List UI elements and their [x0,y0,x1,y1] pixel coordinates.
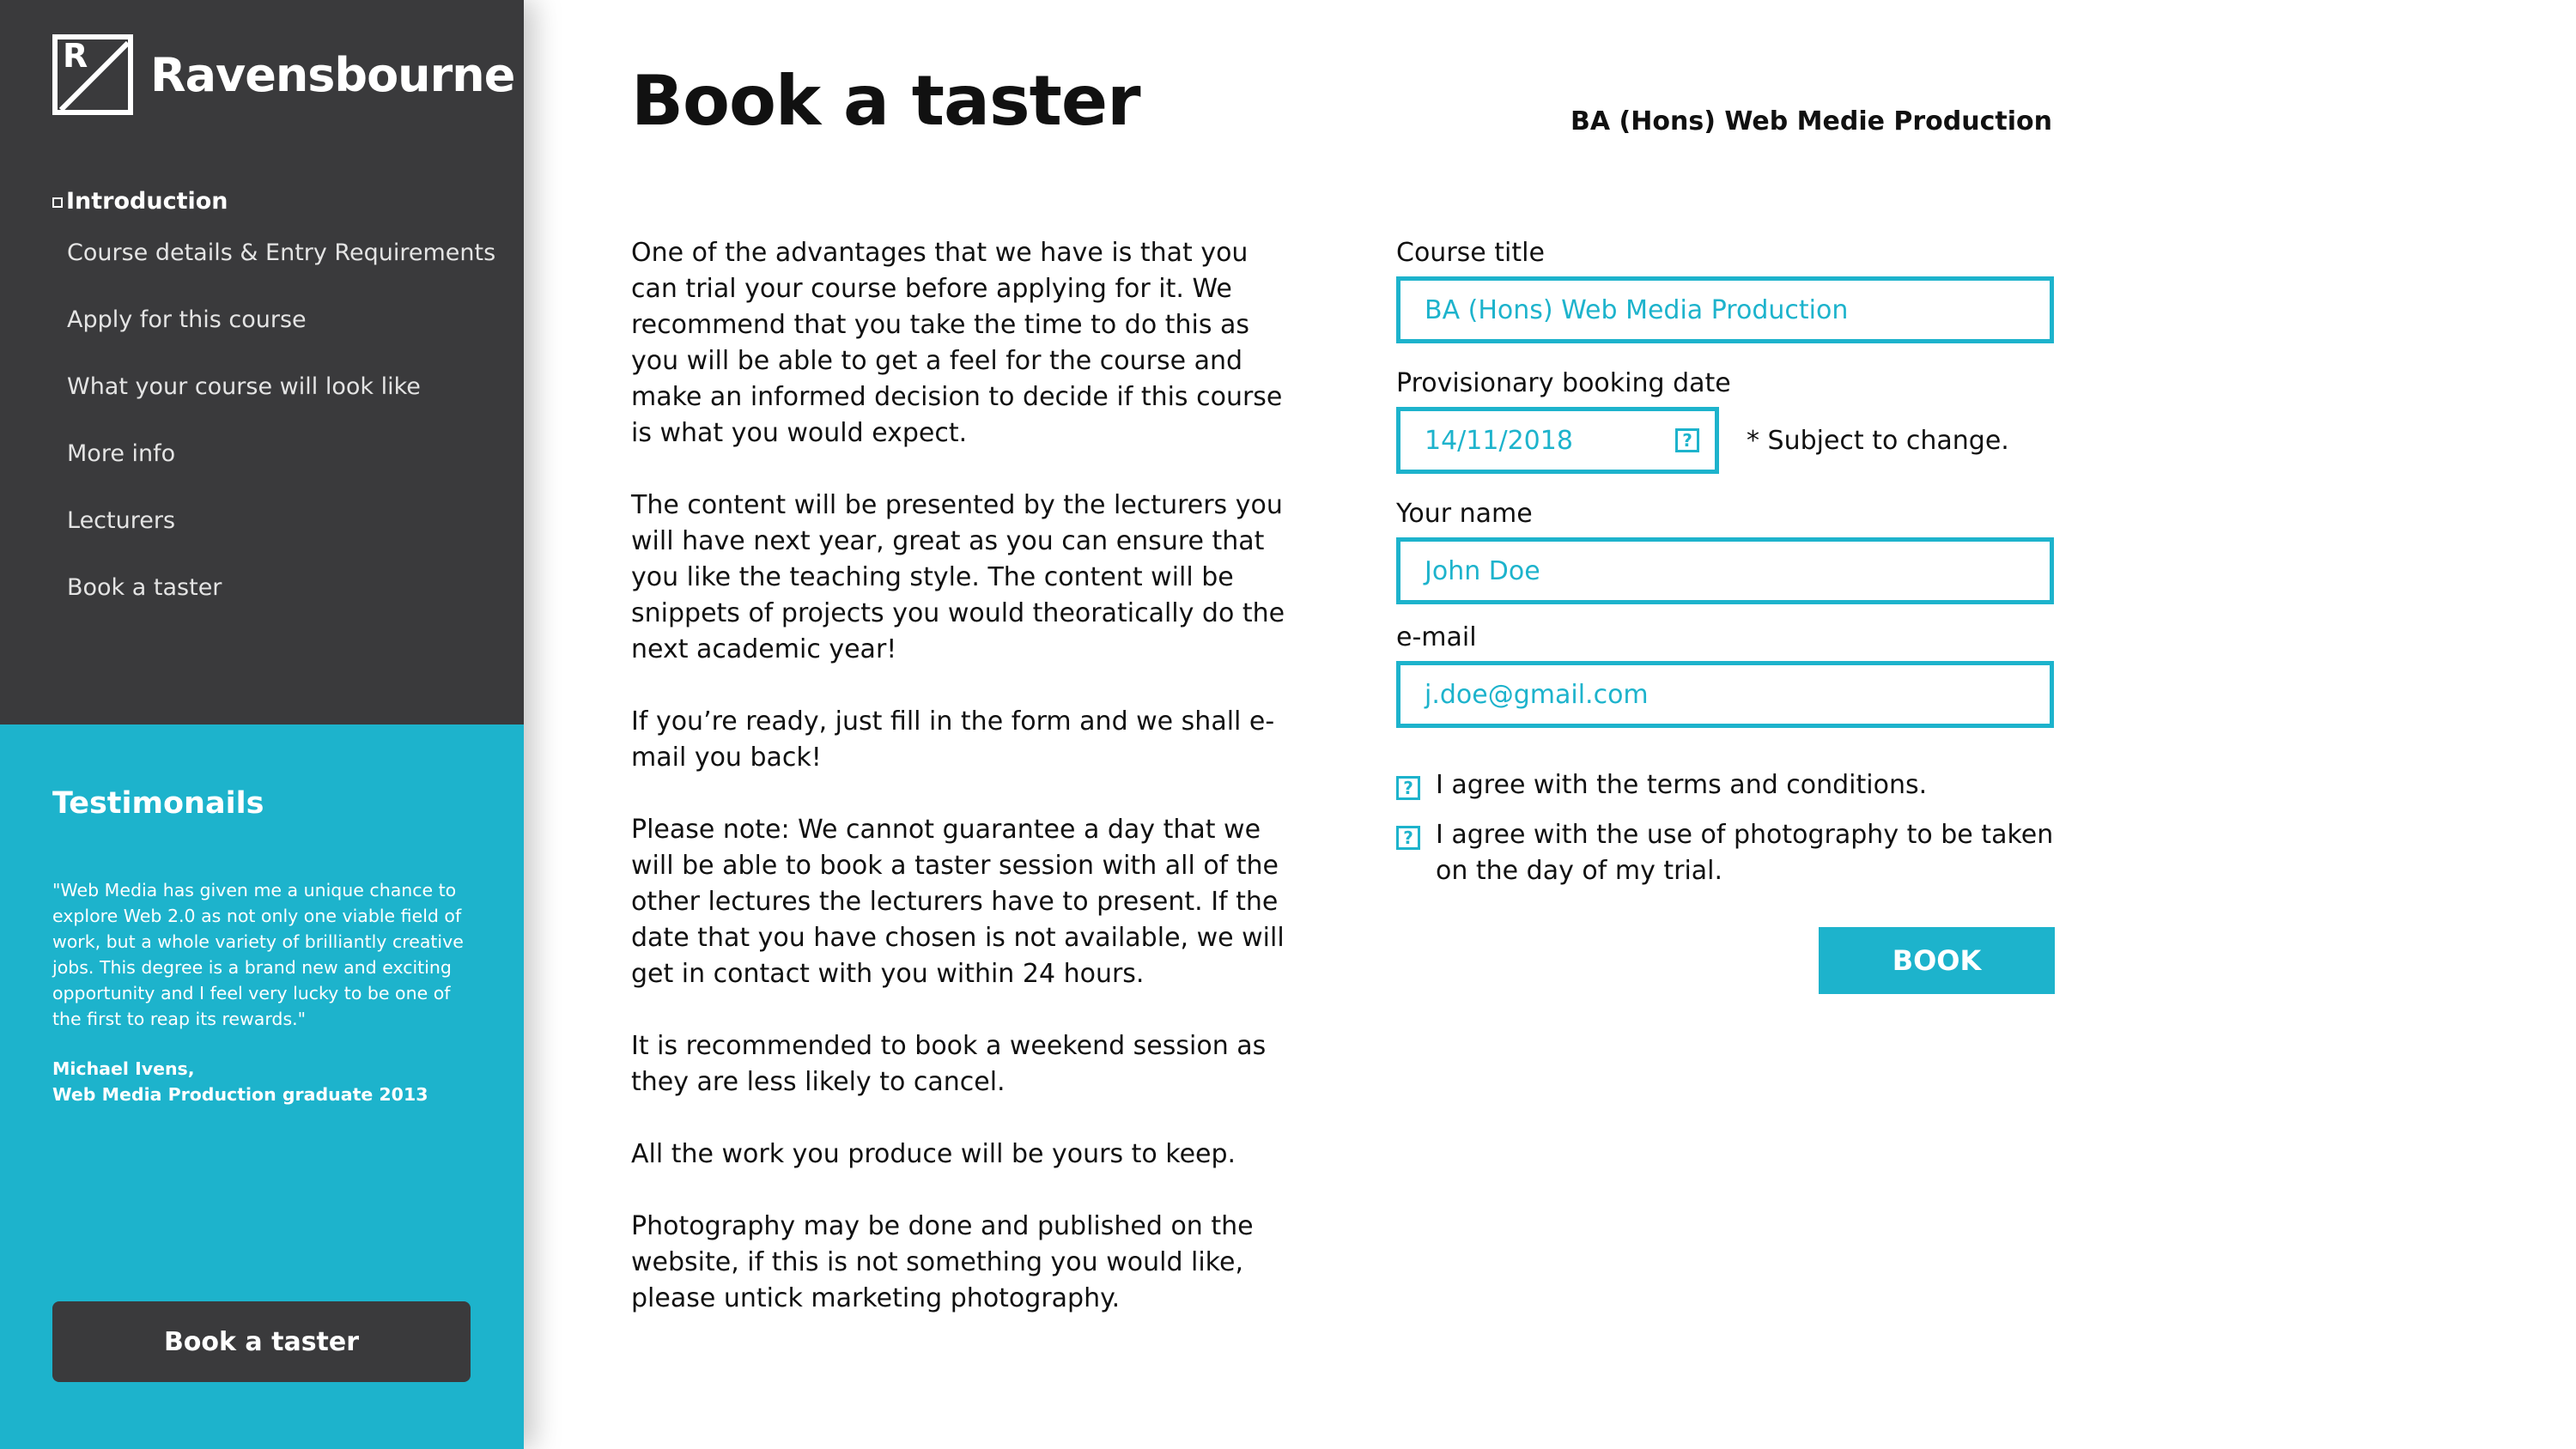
sidebar-item-lecturers[interactable]: Lecturers [67,507,176,534]
course-subtitle: BA (Hons) Web Medie Production [1571,106,2052,136]
sidebar [0,0,524,1449]
sidebar-menu [52,182,495,621]
sidebar-item-more-info[interactable]: More info [67,440,176,467]
sidebar-heading-introduction[interactable] [52,182,495,220]
name-label: Your name [1396,499,1533,529]
brand-name: Ravensbourne [150,47,515,102]
intro-text [631,235,1301,1353]
logo-mark-letter: R [63,37,88,75]
testimonial-author-role: Web Media Production graduate 2013 [52,1084,428,1105]
booking-date-field[interactable] [1396,407,1719,474]
testimonial-quote: "Web Media has given me a unique chance to explore Web 2.0 as not only one viable field of work, but a whole variety of brilliantly creative jobs. This degree is a brand new and exciting opportunity and I feel very lucky to be one of the first to reap its rewards." [52,880,464,1029]
email-label: e-mail [1396,622,1477,652]
testimonial-author [52,1056,428,1107]
booking-date-row [1396,407,2054,474]
sidebar-nav-panel [0,0,524,724]
page-title: Book a taster [631,61,1140,141]
paragraph: The content will be presented by the lecturers you will have next year, great as you can ensure that you like the teaching style. The content will be snippets of projects you would theoratically do the next academic year! [631,490,1285,664]
sidebar-item-course-details[interactable]: Course details & Entry Requirements [67,239,496,266]
collapse-square-icon [52,197,63,208]
brand-logo[interactable] [52,34,514,115]
email-field[interactable]: j.doe@gmail.com [1396,661,2054,728]
sidebar-item-course-look[interactable]: What your course will look like [67,373,421,400]
photo-checkbox-label: I agree with the use of photography to be taken on the day of my trial. [1436,820,2054,886]
paragraph: Photography may be done and published on the website, if this is not something you would like, please untick marketing photography. [631,1211,1254,1313]
course-title-label: Course title [1396,238,1545,268]
sidebar-heading-label: Introduction [66,187,228,215]
terms-checkbox-label: I agree with the terms and conditions. [1436,770,1928,800]
logo-diagonal-icon [58,39,128,110]
paragraph: Please note: We cannot guarantee a day that we will be able to book a taster session with all of the other lectures the lecturers have to present. If the date that you have chosen is not available, we will get in contact with you within 24 hours. [631,815,1285,989]
sidebar-item-apply[interactable]: Apply for this course [67,306,307,333]
testimonials-title: Testimonails [52,786,264,821]
calendar-help-icon[interactable]: ? [1675,428,1699,452]
logo-mark-icon [52,34,133,115]
book-submit-button[interactable]: BOOK [1819,927,2055,994]
booking-date-label: Provisionary booking date [1396,368,1731,398]
sidebar-book-taster-button[interactable]: Book a taster [52,1301,471,1382]
course-title-field[interactable]: BA (Hons) Web Media Production [1396,276,2054,343]
photo-checkbox-icon[interactable]: ? [1396,826,1420,850]
date-note: * Subject to change. [1747,425,2009,456]
name-field[interactable]: John Doe [1396,537,2054,604]
photo-checkbox-row[interactable] [1396,817,2054,889]
testimonial-author-name: Michael Ivens, [52,1058,195,1079]
paragraph: One of the advantages that we have is that you can trial your course before applying for it. We recommend that you take the time to do this as you will be able to get a feel for the course and make an informed decision to decide if this course is what you would expect. [631,238,1283,448]
paragraph: If you’re ready, just fill in the form and we shall e-mail you back! [631,706,1275,773]
terms-checkbox-icon[interactable]: ? [1396,776,1420,800]
paragraph: It is recommended to book a weekend session as they are less likely to cancel. [631,1031,1267,1097]
terms-checkbox-row[interactable] [1396,767,2054,803]
booking-date-value: 14/11/2018 [1425,425,1573,456]
booking-form [1396,235,2054,903]
paragraph: All the work you produce will be yours to keep. [631,1139,1236,1169]
sidebar-item-book-taster[interactable]: Book a taster [67,574,222,601]
